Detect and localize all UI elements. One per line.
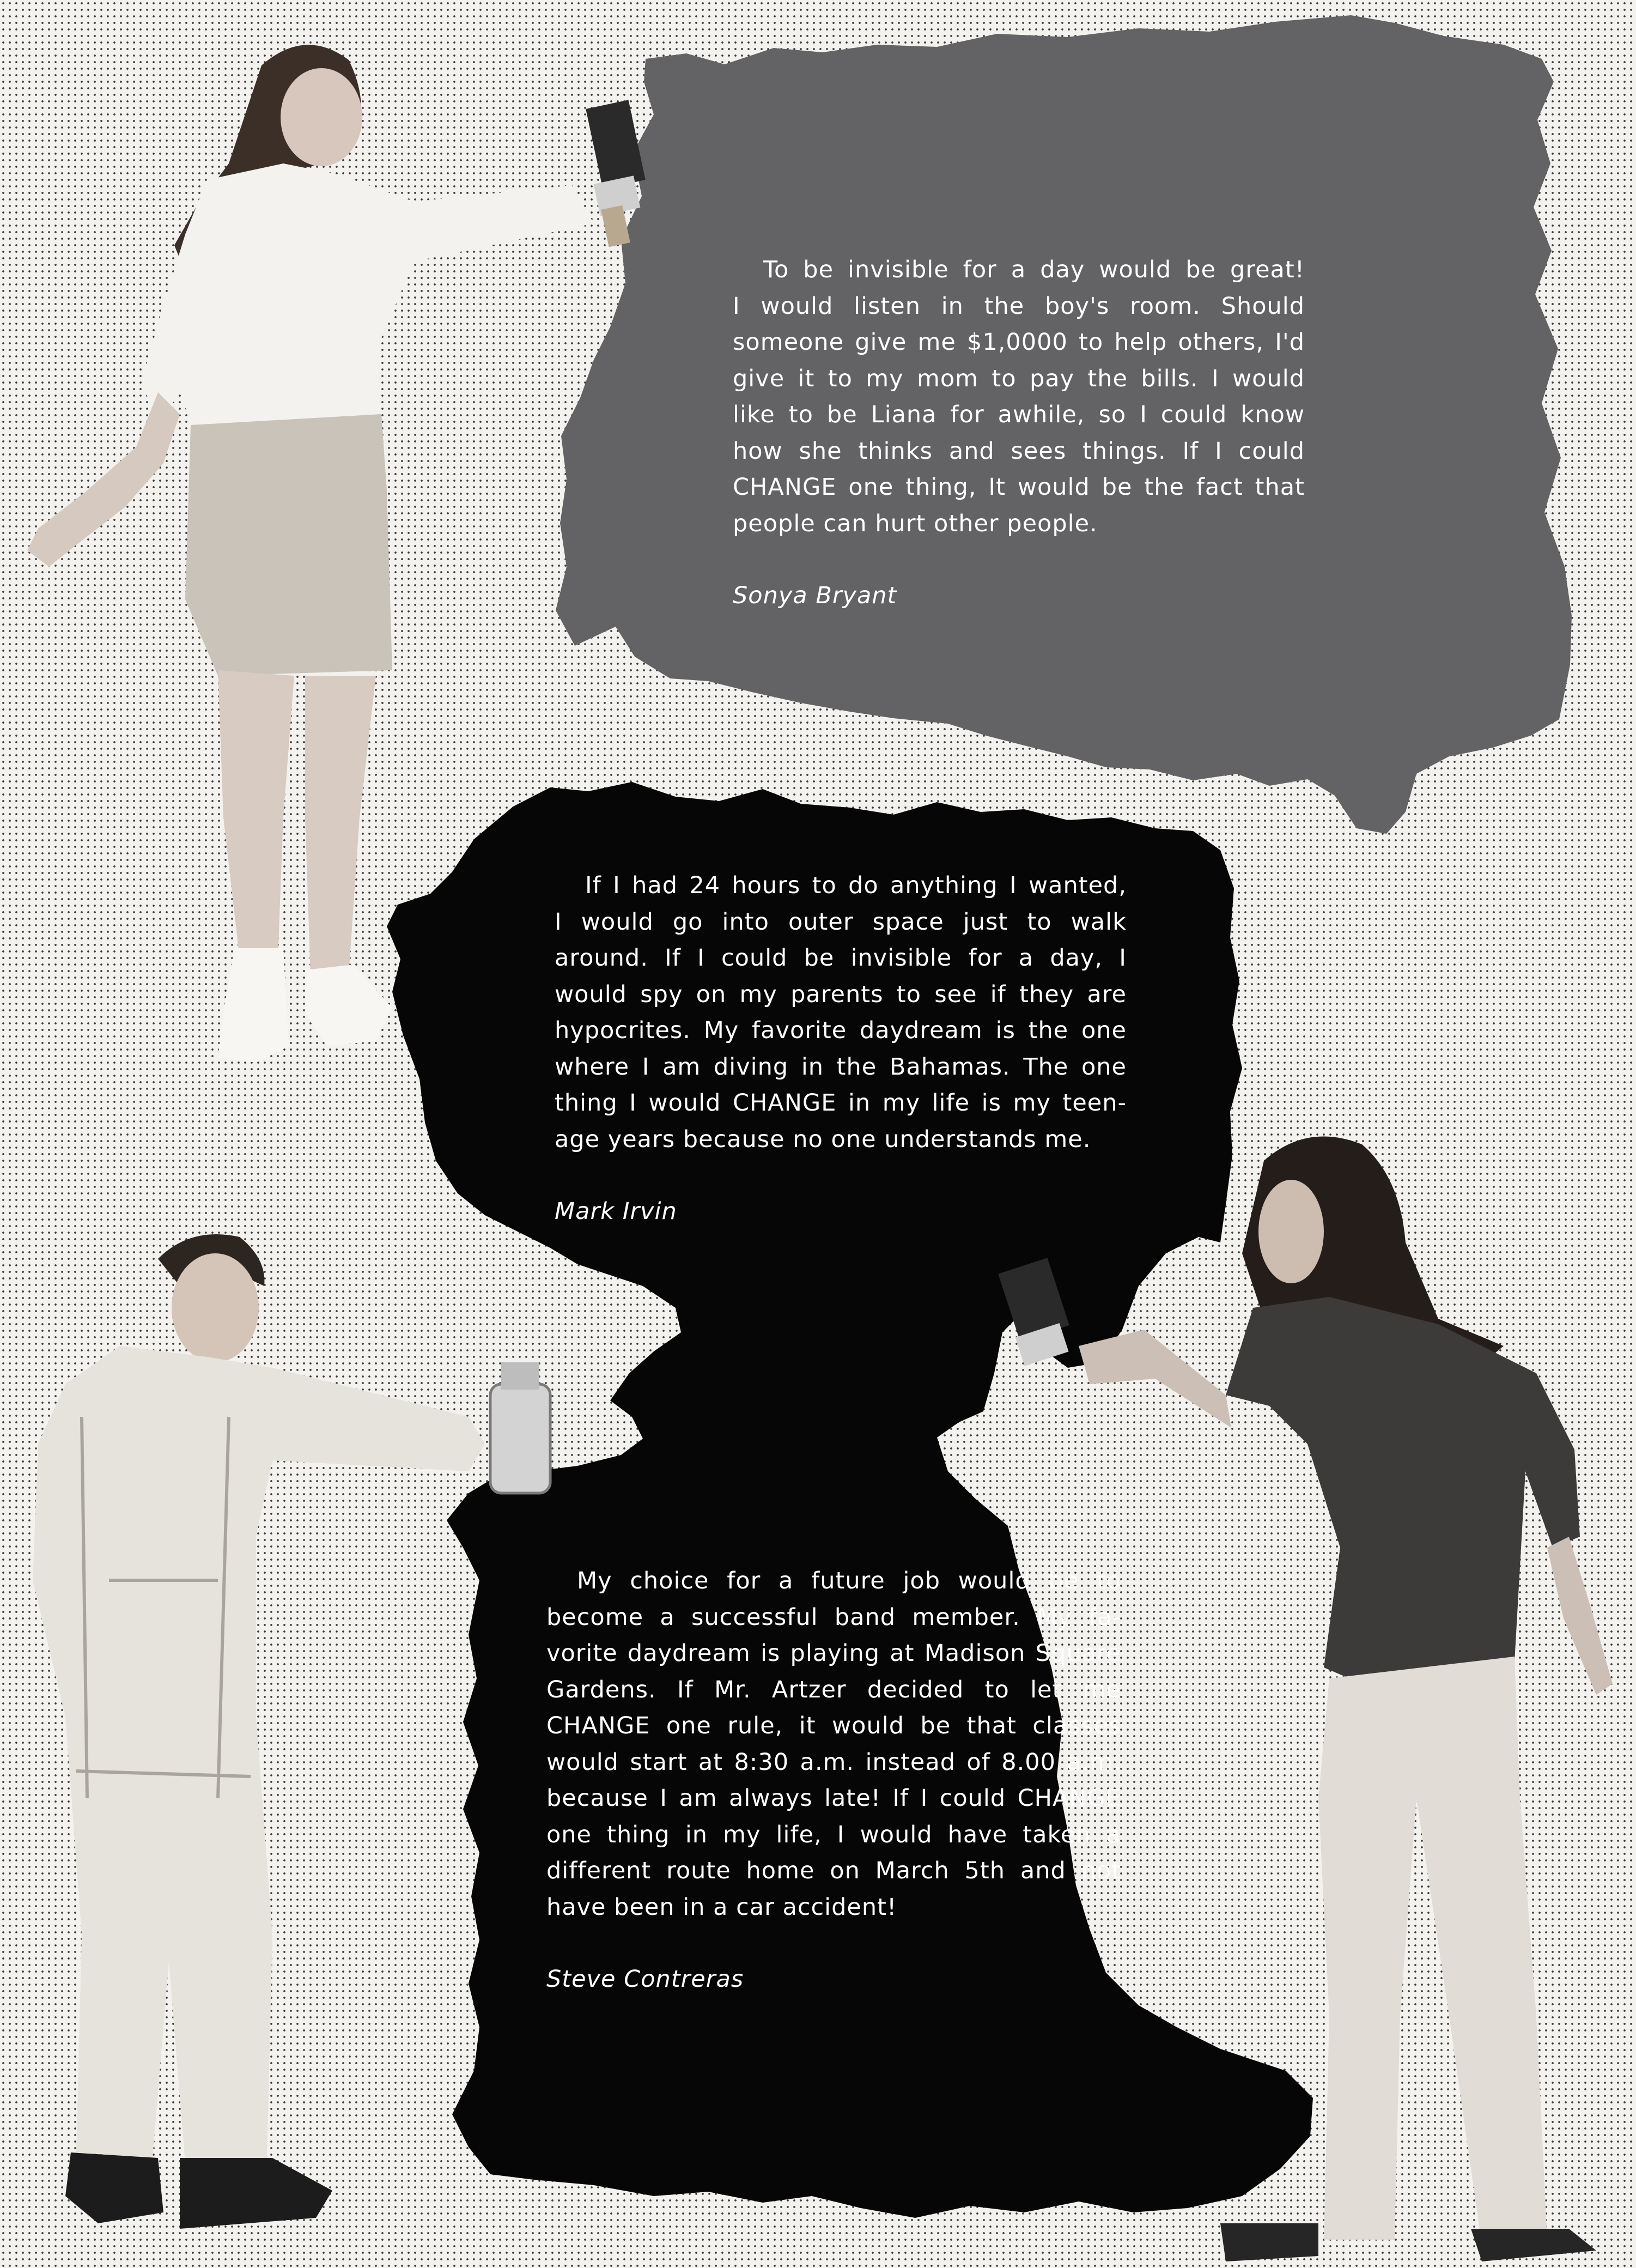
quote-line: become a successful band member. My fa- — [546, 1603, 1121, 1631]
quote-line: CHANGE one thing, It would be the fact that — [733, 474, 1305, 501]
quote-steve-contreras — [546, 1563, 1121, 1998]
quote-mark-irvin — [555, 868, 1127, 1230]
quote-line: age years because no one understands me. — [555, 1125, 1091, 1153]
long-hair-face — [1258, 1180, 1324, 1283]
quote-line: people can hurt other people. — [733, 510, 1098, 537]
quote-line: give it to my mom to pay the bills. I would — [733, 365, 1305, 392]
patterned-shirt — [1226, 1297, 1580, 1684]
quote-line: thing I would CHANGE in my life is my teen- — [555, 1089, 1127, 1117]
quote-line: hypocrites. My favorite daydream is the one — [555, 1017, 1127, 1044]
quote-line: someone give me $1,0000 to help others, I'd — [733, 329, 1305, 356]
quote-line: Gardens. If Mr. Artzer decided to let me — [546, 1676, 1121, 1703]
quote-line: have been in a car accident! — [546, 1893, 897, 1921]
light-jeans — [1318, 1657, 1547, 2245]
quote-line: To be invisible for a day would be great! — [763, 256, 1305, 283]
author-name: Sonya Bryant — [733, 582, 897, 609]
quote-line: one thing in my life, I would have taken a — [546, 1821, 1121, 1848]
quote-line: would spy on my parents to see if they are — [555, 980, 1127, 1008]
quote-line: I would go into outer space just to walk — [555, 908, 1127, 936]
quote-line: around. If I could be invisible for a day, I — [555, 944, 1127, 972]
quote-line: different route home on March 5th and not — [546, 1857, 1121, 1884]
quote-line: how she thinks and sees things. If I could — [733, 437, 1305, 465]
author-name: Steve Contreras — [546, 1966, 744, 1993]
quote-line: My choice for a future job would be to — [577, 1567, 1121, 1594]
quote-sonya-bryant — [733, 252, 1305, 614]
quote-line: like to be Liana for awhile, so I could know — [733, 401, 1305, 428]
long-hair-shoes — [1220, 2223, 1596, 2261]
quote-line: If I had 24 hours to do anything I wanted, — [585, 872, 1127, 899]
quote-line: CHANGE one rule, it would be that classes — [546, 1712, 1121, 1739]
quote-line: I would listen in the boy's room. Should — [733, 292, 1305, 320]
quote-line: vorite daydream is playing at Madison Square — [546, 1640, 1121, 1667]
paintbrush-icon — [998, 1258, 1069, 1366]
quote-line: where I am diving in the Bahamas. The one — [555, 1053, 1127, 1081]
author-name: Mark Irvin — [555, 1198, 677, 1225]
quote-line: because I am always late! If I could CHANGE — [546, 1785, 1121, 1812]
quote-line: would start at 8:30 a.m. instead of 8.00 a.m. — [546, 1748, 1121, 1776]
